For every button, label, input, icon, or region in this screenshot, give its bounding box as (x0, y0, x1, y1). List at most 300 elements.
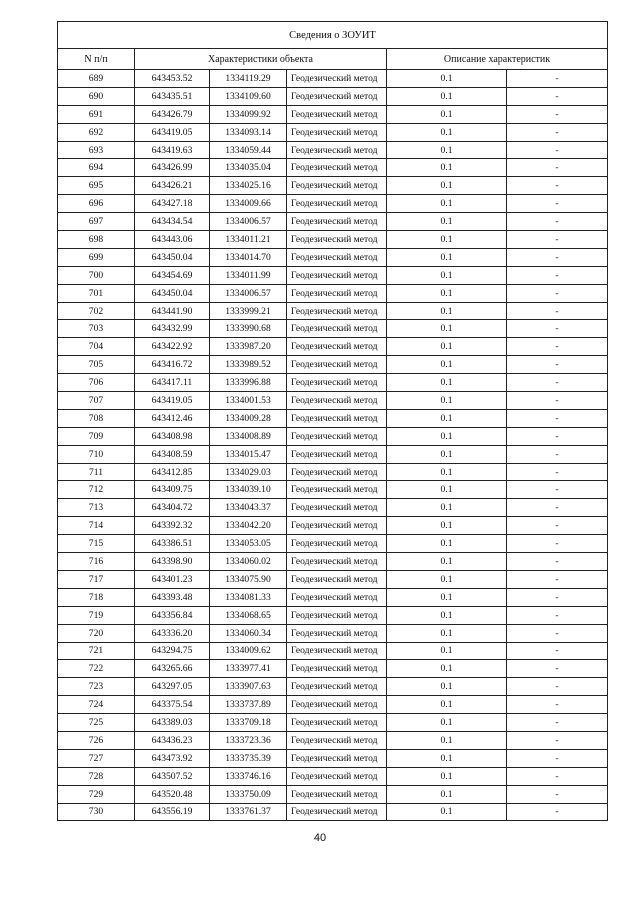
cell-accuracy: 0.1 (387, 427, 507, 445)
cell-dash: - (507, 266, 608, 284)
cell-y: 1333987.20 (210, 338, 287, 356)
cell-method: Геодезический метод (287, 678, 387, 696)
cell-y: 1334015.47 (210, 445, 287, 463)
cell-y: 1334081.33 (210, 588, 287, 606)
cell-accuracy: 0.1 (387, 696, 507, 714)
cell-method: Геодезический метод (287, 320, 387, 338)
cell-y: 1334059.44 (210, 141, 287, 159)
cell-number: 690 (58, 87, 135, 105)
cell-accuracy: 0.1 (387, 803, 507, 821)
cell-number: 693 (58, 141, 135, 159)
cell-dash: - (507, 749, 608, 767)
table-row (58, 463, 608, 481)
table-row (58, 356, 608, 374)
cell-y: 1333737.89 (210, 696, 287, 714)
cell-method: Геодезический метод (287, 535, 387, 553)
cell-method: Геодезический метод (287, 105, 387, 123)
cell-x: 643419.05 (135, 123, 210, 141)
table-row (58, 248, 608, 266)
cell-dash: - (507, 141, 608, 159)
cell-dash: - (507, 248, 608, 266)
table-row (58, 427, 608, 445)
table-row (58, 338, 608, 356)
cell-dash: - (507, 392, 608, 410)
cell-x: 643412.46 (135, 409, 210, 427)
table-row (58, 696, 608, 714)
table-row (58, 517, 608, 535)
cell-x: 643453.52 (135, 70, 210, 88)
cell-method: Геодезический метод (287, 785, 387, 803)
cell-dash: - (507, 535, 608, 553)
cell-y: 1334011.99 (210, 266, 287, 284)
cell-y: 1334025.16 (210, 177, 287, 195)
cell-y: 1334035.04 (210, 159, 287, 177)
cell-accuracy: 0.1 (387, 248, 507, 266)
cell-x: 643336.20 (135, 624, 210, 642)
table-row (58, 445, 608, 463)
cell-accuracy: 0.1 (387, 749, 507, 767)
cell-accuracy: 0.1 (387, 195, 507, 213)
cell-method: Геодезический метод (287, 231, 387, 249)
cell-accuracy: 0.1 (387, 87, 507, 105)
table-row (58, 177, 608, 195)
cell-accuracy: 0.1 (387, 463, 507, 481)
cell-x: 643412.85 (135, 463, 210, 481)
table-row (58, 159, 608, 177)
zouit-table (57, 21, 608, 821)
cell-method: Геодезический метод (287, 248, 387, 266)
cell-number: 730 (58, 803, 135, 821)
cell-y: 1333990.68 (210, 320, 287, 338)
cell-method: Геодезический метод (287, 409, 387, 427)
table-row (58, 803, 608, 821)
cell-dash: - (507, 159, 608, 177)
cell-number: 715 (58, 535, 135, 553)
cell-number: 721 (58, 642, 135, 660)
cell-x: 643556.19 (135, 803, 210, 821)
cell-x: 643389.03 (135, 714, 210, 732)
cell-accuracy: 0.1 (387, 517, 507, 535)
cell-y: 1334009.62 (210, 642, 287, 660)
cell-method: Геодезический метод (287, 445, 387, 463)
cell-method: Геодезический метод (287, 87, 387, 105)
table-row (58, 392, 608, 410)
cell-method: Геодезический метод (287, 141, 387, 159)
cell-x: 643409.75 (135, 481, 210, 499)
cell-method: Геодезический метод (287, 159, 387, 177)
cell-x: 643450.04 (135, 284, 210, 302)
cell-y: 1334006.57 (210, 284, 287, 302)
cell-y: 1334109.60 (210, 87, 287, 105)
cell-method: Геодезический метод (287, 714, 387, 732)
cell-accuracy: 0.1 (387, 266, 507, 284)
cell-y: 1333761.37 (210, 803, 287, 821)
cell-number: 722 (58, 660, 135, 678)
table-row (58, 195, 608, 213)
cell-method: Геодезический метод (287, 338, 387, 356)
cell-dash: - (507, 463, 608, 481)
cell-y: 1334093.14 (210, 123, 287, 141)
cell-method: Геодезический метод (287, 266, 387, 284)
cell-accuracy: 0.1 (387, 481, 507, 499)
cell-y: 1333735.39 (210, 749, 287, 767)
cell-accuracy: 0.1 (387, 785, 507, 803)
cell-method: Геодезический метод (287, 177, 387, 195)
cell-x: 643426.79 (135, 105, 210, 123)
cell-method: Геодезический метод (287, 517, 387, 535)
cell-x: 643408.98 (135, 427, 210, 445)
cell-method: Геодезический метод (287, 660, 387, 678)
cell-y: 1333723.36 (210, 731, 287, 749)
cell-x: 643422.92 (135, 338, 210, 356)
cell-method: Геодезический метод (287, 553, 387, 571)
cell-method: Геодезический метод (287, 195, 387, 213)
cell-dash: - (507, 302, 608, 320)
table-row (58, 141, 608, 159)
cell-y: 1334042.20 (210, 517, 287, 535)
cell-dash: - (507, 320, 608, 338)
cell-number: 710 (58, 445, 135, 463)
cell-y: 1334006.57 (210, 213, 287, 231)
cell-number: 702 (58, 302, 135, 320)
cell-accuracy: 0.1 (387, 177, 507, 195)
cell-number: 727 (58, 749, 135, 767)
cell-dash: - (507, 714, 608, 732)
cell-dash: - (507, 105, 608, 123)
table-row (58, 70, 608, 88)
cell-number: 697 (58, 213, 135, 231)
cell-dash: - (507, 123, 608, 141)
zouit-sheet (57, 21, 607, 821)
cell-accuracy: 0.1 (387, 123, 507, 141)
cell-y: 1334009.28 (210, 409, 287, 427)
cell-method: Геодезический метод (287, 213, 387, 231)
cell-accuracy: 0.1 (387, 606, 507, 624)
table-row (58, 481, 608, 499)
cell-x: 643441.90 (135, 302, 210, 320)
cell-accuracy: 0.1 (387, 105, 507, 123)
table-title: Сведения о ЗОУИТ (58, 22, 608, 49)
cell-x: 643265.66 (135, 660, 210, 678)
table-row (58, 678, 608, 696)
cell-method: Геодезический метод (287, 749, 387, 767)
cell-method: Геодезический метод (287, 642, 387, 660)
cell-dash: - (507, 356, 608, 374)
cell-accuracy: 0.1 (387, 284, 507, 302)
cell-accuracy: 0.1 (387, 159, 507, 177)
cell-accuracy: 0.1 (387, 320, 507, 338)
table-header-row (58, 49, 608, 70)
cell-accuracy: 0.1 (387, 570, 507, 588)
cell-dash: - (507, 785, 608, 803)
cell-y: 1334060.02 (210, 553, 287, 571)
cell-dash: - (507, 213, 608, 231)
cell-number: 698 (58, 231, 135, 249)
cell-x: 643434.54 (135, 213, 210, 231)
cell-dash: - (507, 284, 608, 302)
cell-dash: - (507, 409, 608, 427)
cell-y: 1334014.70 (210, 248, 287, 266)
table-row (58, 320, 608, 338)
cell-method: Геодезический метод (287, 302, 387, 320)
cell-accuracy: 0.1 (387, 642, 507, 660)
cell-x: 643393.48 (135, 588, 210, 606)
cell-y: 1334099.92 (210, 105, 287, 123)
cell-dash: - (507, 87, 608, 105)
table-title-row (58, 22, 608, 49)
cell-y: 1334009.66 (210, 195, 287, 213)
cell-method: Геодезический метод (287, 70, 387, 88)
cell-accuracy: 0.1 (387, 356, 507, 374)
cell-accuracy: 0.1 (387, 374, 507, 392)
cell-x: 643432.99 (135, 320, 210, 338)
cell-y: 1334039.10 (210, 481, 287, 499)
cell-accuracy: 0.1 (387, 141, 507, 159)
table-row (58, 231, 608, 249)
table-row (58, 570, 608, 588)
cell-number: 719 (58, 606, 135, 624)
cell-number: 714 (58, 517, 135, 535)
cell-accuracy: 0.1 (387, 231, 507, 249)
table-body (58, 70, 608, 821)
cell-x: 643416.72 (135, 356, 210, 374)
cell-number: 706 (58, 374, 135, 392)
cell-dash: - (507, 678, 608, 696)
cell-dash: - (507, 642, 608, 660)
cell-x: 643520.48 (135, 785, 210, 803)
cell-dash: - (507, 570, 608, 588)
cell-method: Геодезический метод (287, 606, 387, 624)
cell-accuracy: 0.1 (387, 302, 507, 320)
cell-x: 643436.23 (135, 731, 210, 749)
cell-x: 643419.63 (135, 141, 210, 159)
cell-method: Геодезический метод (287, 803, 387, 821)
header-characteristics: Характеристики объекта (135, 49, 387, 70)
table-row (58, 606, 608, 624)
cell-dash: - (507, 481, 608, 499)
cell-x: 643392.32 (135, 517, 210, 535)
cell-x: 643356.84 (135, 606, 210, 624)
table-row (58, 785, 608, 803)
cell-dash: - (507, 731, 608, 749)
table-row (58, 87, 608, 105)
table-row (58, 588, 608, 606)
table-row (58, 553, 608, 571)
cell-dash: - (507, 70, 608, 88)
cell-number: 726 (58, 731, 135, 749)
cell-dash: - (507, 517, 608, 535)
table-row (58, 284, 608, 302)
table-row (58, 714, 608, 732)
cell-number: 725 (58, 714, 135, 732)
cell-number: 700 (58, 266, 135, 284)
cell-method: Геодезический метод (287, 696, 387, 714)
cell-x: 643297.05 (135, 678, 210, 696)
cell-dash: - (507, 374, 608, 392)
cell-dash: - (507, 445, 608, 463)
cell-accuracy: 0.1 (387, 213, 507, 231)
cell-method: Геодезический метод (287, 123, 387, 141)
cell-accuracy: 0.1 (387, 70, 507, 88)
cell-number: 712 (58, 481, 135, 499)
cell-method: Геодезический метод (287, 392, 387, 410)
cell-dash: - (507, 427, 608, 445)
table-row (58, 535, 608, 553)
cell-x: 643435.51 (135, 87, 210, 105)
cell-number: 708 (58, 409, 135, 427)
table-row (58, 731, 608, 749)
cell-number: 707 (58, 392, 135, 410)
table-row (58, 266, 608, 284)
cell-x: 643398.90 (135, 553, 210, 571)
cell-x: 643375.54 (135, 696, 210, 714)
cell-accuracy: 0.1 (387, 660, 507, 678)
table-row (58, 105, 608, 123)
cell-y: 1333989.52 (210, 356, 287, 374)
cell-y: 1334075.90 (210, 570, 287, 588)
cell-x: 643454.69 (135, 266, 210, 284)
table-row (58, 302, 608, 320)
cell-number: 692 (58, 123, 135, 141)
cell-method: Геодезический метод (287, 463, 387, 481)
cell-method: Геодезический метод (287, 624, 387, 642)
cell-number: 724 (58, 696, 135, 714)
header-num: N п/п (58, 49, 135, 70)
table-row (58, 624, 608, 642)
table-row (58, 213, 608, 231)
cell-number: 718 (58, 588, 135, 606)
cell-method: Геодезический метод (287, 588, 387, 606)
cell-y: 1333709.18 (210, 714, 287, 732)
cell-method: Геодезический метод (287, 481, 387, 499)
cell-y: 1334043.37 (210, 499, 287, 517)
cell-y: 1333746.16 (210, 767, 287, 785)
cell-number: 705 (58, 356, 135, 374)
cell-dash: - (507, 231, 608, 249)
cell-method: Геодезический метод (287, 499, 387, 517)
cell-method: Геодезический метод (287, 427, 387, 445)
table-row (58, 374, 608, 392)
cell-y: 1333996.88 (210, 374, 287, 392)
cell-dash: - (507, 767, 608, 785)
cell-dash: - (507, 195, 608, 213)
cell-accuracy: 0.1 (387, 767, 507, 785)
cell-method: Геодезический метод (287, 356, 387, 374)
cell-dash: - (507, 499, 608, 517)
cell-y: 1333999.21 (210, 302, 287, 320)
cell-accuracy: 0.1 (387, 714, 507, 732)
table-row (58, 409, 608, 427)
cell-accuracy: 0.1 (387, 535, 507, 553)
cell-accuracy: 0.1 (387, 678, 507, 696)
cell-x: 643401.23 (135, 570, 210, 588)
cell-y: 1334011.21 (210, 231, 287, 249)
cell-number: 689 (58, 70, 135, 88)
cell-y: 1333750.09 (210, 785, 287, 803)
cell-number: 717 (58, 570, 135, 588)
cell-dash: - (507, 588, 608, 606)
cell-number: 699 (58, 248, 135, 266)
cell-number: 720 (58, 624, 135, 642)
cell-method: Геодезический метод (287, 284, 387, 302)
cell-number: 691 (58, 105, 135, 123)
cell-dash: - (507, 624, 608, 642)
cell-accuracy: 0.1 (387, 588, 507, 606)
cell-x: 643450.04 (135, 248, 210, 266)
cell-accuracy: 0.1 (387, 338, 507, 356)
cell-number: 703 (58, 320, 135, 338)
cell-y: 1333907.63 (210, 678, 287, 696)
cell-x: 643473.92 (135, 749, 210, 767)
cell-dash: - (507, 338, 608, 356)
cell-x: 643426.99 (135, 159, 210, 177)
cell-y: 1334119.29 (210, 70, 287, 88)
cell-accuracy: 0.1 (387, 624, 507, 642)
cell-x: 643408.59 (135, 445, 210, 463)
cell-accuracy: 0.1 (387, 445, 507, 463)
cell-method: Геодезический метод (287, 767, 387, 785)
cell-number: 695 (58, 177, 135, 195)
cell-method: Геодезический метод (287, 731, 387, 749)
cell-x: 643404.72 (135, 499, 210, 517)
table-row (58, 642, 608, 660)
cell-y: 1334068.65 (210, 606, 287, 624)
cell-x: 643294.75 (135, 642, 210, 660)
cell-dash: - (507, 606, 608, 624)
cell-number: 711 (58, 463, 135, 481)
cell-y: 1333977.41 (210, 660, 287, 678)
cell-number: 696 (58, 195, 135, 213)
table-row (58, 767, 608, 785)
cell-accuracy: 0.1 (387, 553, 507, 571)
cell-x: 643507.52 (135, 767, 210, 785)
cell-accuracy: 0.1 (387, 731, 507, 749)
cell-number: 701 (58, 284, 135, 302)
cell-y: 1334001.53 (210, 392, 287, 410)
table-row (58, 749, 608, 767)
cell-number: 716 (58, 553, 135, 571)
cell-y: 1334060.34 (210, 624, 287, 642)
cell-dash: - (507, 553, 608, 571)
cell-y: 1334008.89 (210, 427, 287, 445)
cell-accuracy: 0.1 (387, 499, 507, 517)
cell-x: 643419.05 (135, 392, 210, 410)
cell-dash: - (507, 803, 608, 821)
cell-number: 729 (58, 785, 135, 803)
cell-dash: - (507, 177, 608, 195)
cell-y: 1334029.03 (210, 463, 287, 481)
table-row (58, 123, 608, 141)
cell-x: 643443.06 (135, 231, 210, 249)
cell-number: 694 (58, 159, 135, 177)
header-description: Описание характеристик (387, 49, 608, 70)
cell-x: 643386.51 (135, 535, 210, 553)
table-row (58, 660, 608, 678)
cell-x: 643417.11 (135, 374, 210, 392)
cell-y: 1334053.05 (210, 535, 287, 553)
cell-x: 643426.21 (135, 177, 210, 195)
cell-number: 704 (58, 338, 135, 356)
cell-dash: - (507, 696, 608, 714)
table-row (58, 499, 608, 517)
cell-number: 728 (58, 767, 135, 785)
cell-method: Геодезический метод (287, 570, 387, 588)
page-number: 40 (313, 832, 327, 844)
cell-number: 713 (58, 499, 135, 517)
cell-number: 723 (58, 678, 135, 696)
cell-accuracy: 0.1 (387, 392, 507, 410)
cell-accuracy: 0.1 (387, 409, 507, 427)
